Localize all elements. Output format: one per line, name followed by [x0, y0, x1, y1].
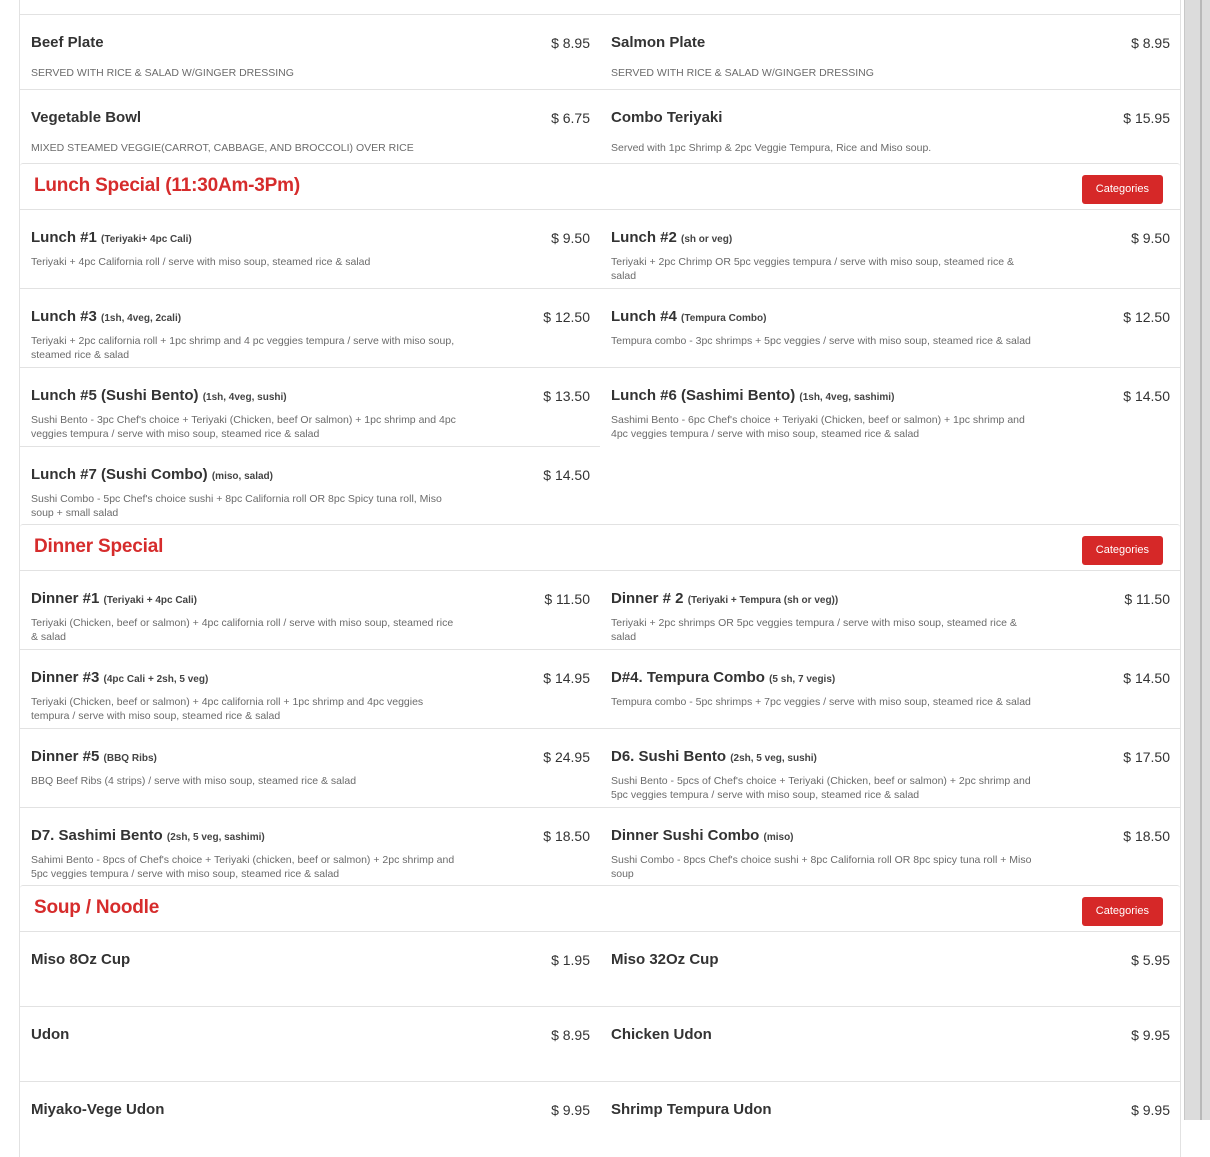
menu-item[interactable]: [20, 368, 600, 447]
item-price: $ 9.50: [551, 230, 590, 246]
menu-item[interactable]: [600, 210, 1180, 289]
item-price: $ 9.95: [551, 1102, 590, 1118]
item-name: Miso 32Oz Cup: [611, 951, 719, 968]
item-price: $ 1.95: [551, 952, 590, 968]
item-name: Dinner #5 (BBQ Ribs): [31, 748, 157, 765]
item-price: $ 12.50: [1123, 309, 1170, 325]
item-name: Lunch #1 (Teriyaki+ 4pc Cali): [31, 229, 192, 246]
menu-item[interactable]: [20, 571, 600, 650]
menu-item[interactable]: [600, 1007, 1180, 1082]
item-name: Lunch #6 (Sashimi Bento) (1sh, 4veg, sashimi): [611, 387, 895, 404]
item-description: Teriyaki + 4pc California roll / serve with miso soup, steamed rice & salad: [31, 256, 371, 268]
item-name: Salmon Plate: [611, 34, 706, 51]
menu-item[interactable]: [20, 808, 600, 885]
menu-item[interactable]: [20, 15, 600, 90]
item-name: Shrimp Tempura Udon: [611, 1101, 772, 1118]
item-name: Dinner Sushi Combo (miso): [611, 827, 794, 844]
menu-item[interactable]: [20, 289, 600, 368]
item-description: MIXED STEAMED VEGGIE(CARROT, CABBAGE, AND BROCCOLI) OVER RICE: [31, 142, 414, 154]
item-name: Udon: [31, 1026, 70, 1043]
top-divider: [20, 0, 1180, 15]
item-description: Sashimi Bento - 6pc Chef's choice + Teriyaki (Chicken, beef or salmon) + 1pc shrimp and 4pc veggies tempura / serve with miso soup, steamed rice & salad: [611, 414, 1025, 440]
section-title: Soup / Noodle: [34, 897, 160, 918]
item-price: $ 8.95: [551, 35, 590, 51]
item-description: Sushi Bento - 5pcs of Chef's choice + Teriyaki (Chicken, beef or salmon) + 2pc shrimp and 5pc veggies tempura / serve with miso soup, steamed rice & salad: [611, 775, 1031, 801]
item-name: D#4. Tempura Combo (5 sh, 7 vegis): [611, 669, 836, 686]
item-price: $ 14.50: [543, 467, 590, 483]
item-price: $ 18.50: [543, 828, 590, 844]
item-price: $ 15.95: [1123, 110, 1170, 126]
item-price: $ 9.95: [1131, 1102, 1170, 1118]
menu-item[interactable]: [600, 289, 1180, 368]
item-price: $ 6.75: [551, 110, 590, 126]
dinner-grid: [20, 571, 1180, 885]
item-description: Teriyaki (Chicken, beef or salmon) + 4pc california roll / serve with miso soup, steamed rice & salad: [31, 617, 454, 643]
item-description: Teriyaki + 2pc Chrimp OR 5pc veggies tempura / serve with miso soup, steamed rice & salad: [611, 256, 1014, 282]
soup-grid: [20, 932, 1180, 1157]
menu-item[interactable]: [600, 368, 1180, 447]
menu-item[interactable]: [20, 932, 600, 1007]
item-price: $ 13.50: [543, 388, 590, 404]
categories-button[interactable]: Categories: [1082, 897, 1163, 926]
item-name: Dinner # 2 (Teriyaki + Tempura (sh or veg)): [611, 590, 839, 607]
section-title: Lunch Special (11:30Am-3Pm): [34, 175, 300, 196]
item-name: D6. Sushi Bento (2sh, 5 veg, sushi): [611, 748, 817, 765]
menu-page: [19, 0, 1181, 1157]
item-name: Chicken Udon: [611, 1026, 712, 1043]
item-description: Sahimi Bento - 8pcs of Chef's choice + Teriyaki (chicken, beef or salmon) + 2pc shrimp and 5pc veggies tempura / serve with miso soup, steamed rice & salad: [31, 854, 455, 880]
scrollbar-track[interactable]: [1184, 0, 1210, 1120]
item-name: Lunch #7 (Sushi Combo) (miso, salad): [31, 466, 273, 483]
item-description: Sushi Combo - 5pc Chef's choice sushi + 8pc California roll OR 8pc Spicy tuna roll, Miso soup + small salad: [31, 493, 442, 519]
item-price: $ 14.95: [543, 670, 590, 686]
lunch-section-header: [20, 163, 1180, 210]
item-description: Sushi Bento - 3pc Chef's choice + Teriyaki (Chicken, beef Or salmon) + 1pc shrimp and 4pc veggies tempura / serve with miso soup, steamed rice & salad: [31, 414, 456, 440]
menu-item[interactable]: [600, 90, 1180, 163]
menu-item[interactable]: [20, 90, 600, 163]
item-name: Dinner #3 (4pc Cali + 2sh, 5 veg): [31, 669, 209, 686]
menu-item[interactable]: [20, 210, 600, 289]
item-name: Dinner #1 (Teriyaki + 4pc Cali): [31, 590, 197, 607]
item-price: $ 17.50: [1123, 749, 1170, 765]
categories-button[interactable]: Categories: [1082, 175, 1163, 204]
item-price: $ 9.50: [1131, 230, 1170, 246]
item-name: Miso 8Oz Cup: [31, 951, 131, 968]
item-name: Lunch #4 (Tempura Combo): [611, 308, 767, 325]
empty-cell: [600, 447, 1180, 524]
item-name: Lunch #3 (1sh, 4veg, 2cali): [31, 308, 182, 325]
item-name: Combo Teriyaki: [611, 109, 723, 126]
menu-item[interactable]: [20, 650, 600, 729]
categories-button[interactable]: Categories: [1082, 536, 1163, 565]
item-price: $ 11.50: [544, 591, 590, 607]
item-price: $ 8.95: [1131, 35, 1170, 51]
section-title: Dinner Special: [34, 536, 164, 557]
item-name: Lunch #5 (Sushi Bento) (1sh, 4veg, sushi): [31, 387, 287, 404]
soup-section-header: [20, 885, 1180, 932]
item-description: SERVED WITH RICE & SALAD W/GINGER DRESSING: [31, 67, 294, 79]
menu-item[interactable]: [600, 808, 1180, 885]
item-price: $ 24.95: [543, 749, 590, 765]
item-name: Lunch #2 (sh or veg): [611, 229, 733, 246]
item-price: $ 5.95: [1131, 952, 1170, 968]
menu-item[interactable]: [600, 571, 1180, 650]
menu-item[interactable]: [600, 729, 1180, 808]
item-price: $ 18.50: [1123, 828, 1170, 844]
item-price: $ 14.50: [1123, 670, 1170, 686]
lunch-grid: [20, 210, 1180, 524]
menu-item[interactable]: [600, 15, 1180, 90]
menu-item[interactable]: [600, 650, 1180, 729]
item-name: Vegetable Bowl: [31, 109, 142, 126]
item-description: SERVED WITH RICE & SALAD W/GINGER DRESSING: [611, 67, 874, 79]
item-name: D7. Sashimi Bento (2sh, 5 veg, sashimi): [31, 827, 265, 844]
item-price: $ 12.50: [543, 309, 590, 325]
item-description: Teriyaki + 2pc shrimps OR 5pc veggies tempura / serve with miso soup, steamed rice & salad: [611, 617, 1017, 643]
item-description: Tempura combo - 3pc shrimps + 5pc veggies / serve with miso soup, steamed rice & salad: [611, 335, 1031, 347]
menu-panel: [19, 0, 1181, 1157]
item-description: Tempura combo - 5pc shrimps + 7pc veggies / serve with miso soup, steamed rice & salad: [611, 696, 1031, 708]
item-price: $ 9.95: [1131, 1027, 1170, 1043]
menu-item[interactable]: [20, 447, 600, 524]
menu-item[interactable]: [600, 932, 1180, 1007]
menu-item[interactable]: [20, 729, 600, 808]
scrollbar-thumb[interactable]: [1200, 0, 1202, 1120]
item-price: $ 11.50: [1124, 591, 1170, 607]
item-description: BBQ Beef Ribs (4 strips) / serve with miso soup, steamed rice & salad: [31, 775, 357, 787]
item-price: $ 14.50: [1123, 388, 1170, 404]
item-name: Miyako-Vege Udon: [31, 1101, 165, 1118]
item-name: Beef Plate: [31, 34, 104, 51]
item-description: Sushi Combo - 8pcs Chef's choice sushi + 8pc California roll OR 8pc spicy tuna roll + Miso soup: [611, 854, 1032, 880]
plates-grid: [20, 15, 1180, 163]
item-price: $ 8.95: [551, 1027, 590, 1043]
dinner-section-header: [20, 524, 1180, 571]
item-description: Teriyaki + 2pc california roll + 1pc shrimp and 4 pc veggies tempura / serve with miso soup, steamed rice & salad: [31, 335, 455, 361]
item-description: Served with 1pc Shrimp & 2pc Veggie Tempura, Rice and Miso soup.: [611, 142, 932, 154]
item-description: Teriyaki (Chicken, beef or salmon) + 4pc california roll + 1pc shrimp and 4pc veggies tempura / serve with miso soup, steamed rice & salad: [31, 696, 424, 722]
menu-item[interactable]: [20, 1007, 600, 1082]
